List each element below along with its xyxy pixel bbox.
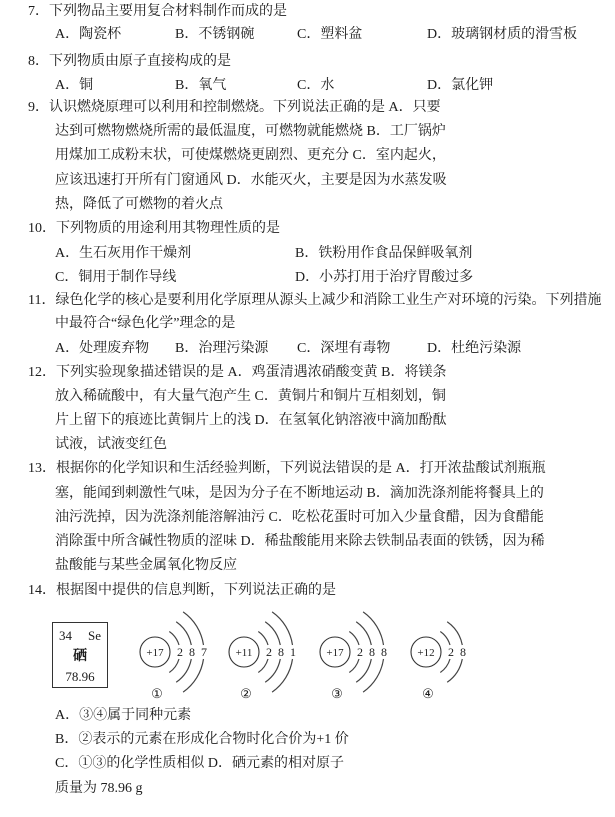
question-12-stem-line-4: 试液，试液变红色 (55, 437, 167, 452)
electron-shell-arc (258, 632, 268, 646)
electron-shell-arc (176, 659, 191, 682)
question-11-stem-line-1 (28, 292, 613, 310)
question-11-option-c: C．深埋有毒物 (297, 341, 391, 356)
electron-shell-arc (183, 659, 203, 692)
shell-electron-count: 8 (460, 645, 466, 659)
electron-shell-arc (440, 632, 450, 646)
question-7-option-c: C．塑料盆 (297, 27, 363, 42)
nucleus-charge: +17 (326, 647, 344, 659)
question-13-stem-line-4: 消除蛋中所含碱性物质的涩味 D．稀盐酸能用来除去铁制品表面的铁锈，因为稀 (55, 534, 545, 549)
stem-text: 根据你的化学知识和生活经验判断，下列说法错误的是 A．打开浓盐酸试剂瓶瓶 (56, 461, 546, 476)
atom-label: ③ (331, 686, 343, 701)
question-11-stem-line-2: 中最符合“绿色化学”理念的是 (55, 316, 236, 331)
electron-shell-arc (447, 622, 462, 645)
shell-electron-count: 8 (381, 645, 387, 659)
electron-shell-arc (356, 622, 371, 645)
atomic-number: 34 (59, 628, 72, 643)
question-number: 7． (28, 4, 49, 19)
question-10-option-a: A．生石灰用作干燥剂 (55, 246, 192, 261)
question-10-stem (28, 220, 613, 238)
question-8-stem (28, 53, 613, 71)
electron-shell-arc (258, 659, 268, 673)
question-number: 12． (28, 365, 56, 380)
nucleus-charge: +12 (417, 647, 435, 659)
electron-shell-arc (169, 659, 179, 673)
electron-shell-arc (183, 612, 203, 645)
question-7-stem (28, 3, 613, 21)
shell-electron-count: 2 (266, 645, 272, 659)
atom-structure-4 (411, 622, 466, 701)
electron-shell-arc (356, 659, 371, 682)
question-9-stem-line-5: 热，降低了可燃物的着火点 (55, 197, 223, 212)
shell-electron-count: 8 (189, 645, 195, 659)
question-number: 14． (28, 583, 56, 598)
stem-text: 根据图中提供的信息判断，下列说法正确的是 (56, 583, 336, 598)
element-symbol: Se (88, 628, 101, 643)
electron-shell-arc (265, 659, 280, 682)
nucleus-charge: +11 (235, 647, 253, 659)
electron-shell-arc (272, 612, 292, 645)
question-8-option-a: A．铜 (55, 78, 94, 93)
question-9-stem-line-3: 用煤加工成粉末状，可使煤燃烧更剧烈、更充分 C．室内起火， (55, 148, 446, 163)
electron-shell-arc (363, 612, 383, 645)
electron-shell-arc (447, 659, 462, 682)
question-13-stem-line-2: 塞，能闻到刺激性气味，是因为分子在不断地运动 B．滴加洗涤剂能将餐具上的 (55, 486, 544, 501)
nucleus-charge: +17 (146, 647, 164, 659)
question-8-option-d: D．氯化钾 (427, 78, 494, 93)
question-7-option-b: B．不锈钢碗 (175, 27, 255, 42)
question-8-option-b: B．氧气 (175, 78, 227, 93)
stem-text: 下列实验现象描述错误的是 A．鸡蛋清遇浓硝酸变黄 B．将镁条 (56, 365, 447, 380)
shell-electron-count: 2 (357, 645, 363, 659)
stem-text: 下列物品主要用复合材料制作而成的是 (49, 4, 287, 19)
question-10-option-d: D．小苏打用于治疗胃酸过多 (295, 270, 474, 285)
question-14-option-line-3: C．①③的化学性质相似 D．硒元素的相对原子 (55, 756, 344, 771)
question-14-option-line-1: A．③④属于同种元素 (55, 708, 192, 723)
shell-electron-count: 2 (177, 645, 183, 659)
question-12-stem-line-3: 片上留下的痕迹比黄铜片上的浅 D．在氢氧化钠溶液中滴加酚酞 (55, 413, 447, 428)
relative-atomic-mass: 78.96 (65, 669, 95, 684)
question-11-option-a: A．处理废弃物 (55, 341, 150, 356)
atom-structure-2 (229, 612, 296, 701)
stem-text: 绿色化学的核心是要利用化学原理从源头上减少和消除工业生产对环境的污染。下列措施 (55, 293, 602, 308)
electron-shell-arc (169, 632, 179, 646)
question-14-stem (28, 582, 613, 600)
electron-shell-arc (176, 622, 191, 645)
shell-electron-count: 7 (201, 645, 207, 659)
atomic-structure-diagrams (120, 600, 480, 706)
shell-electron-count: 8 (278, 645, 284, 659)
question-13-stem-line-3: 油污洗掉，因为洗涤剂能溶解油污 C．吃松花蛋时可加入少量食醋，因为食醋能 (55, 510, 544, 525)
question-12-stem-line-2: 放入稀硫酸中，有大量气泡产生 C．黄铜片和铜片互相刻划，铜 (55, 389, 446, 404)
electron-shell-arc (440, 659, 450, 673)
question-7-option-d: D．玻璃钢材质的滑雪板 (427, 27, 578, 42)
shell-electron-count: 8 (369, 645, 375, 659)
question-9-stem-line-2: 达到可燃物燃烧所需的最低温度，可燃物就能燃烧 B．工厂锅炉 (55, 124, 446, 139)
question-11-option-d: D．杜绝污染源 (427, 341, 522, 356)
atom-label: ④ (422, 686, 434, 701)
question-12-stem-line-1 (28, 364, 613, 382)
question-14-option-line-4: 质量为 78.96 g (55, 781, 143, 796)
question-13-stem-line-1 (28, 460, 613, 478)
element-card-selenium (52, 622, 108, 688)
atom-label: ② (240, 686, 252, 701)
question-number: 9． (28, 100, 49, 115)
element-name: 硒 (73, 649, 87, 664)
question-7-option-a: A．陶瓷杯 (55, 27, 122, 42)
question-14-option-line-2: B．②表示的元素在形成化合物时化合价为+1 价 (55, 732, 349, 747)
question-10-option-c: C．铜用于制作导线 (55, 270, 177, 285)
question-number: 11． (28, 293, 56, 308)
question-number: 8． (28, 54, 49, 69)
atom-label: ① (151, 686, 163, 701)
electron-shell-arc (349, 632, 359, 646)
electron-shell-arc (349, 659, 359, 673)
question-number: 10． (28, 221, 56, 236)
electron-shell-arc (363, 659, 383, 692)
stem-text: 下列物质的用途利用其物理性质的是 (56, 221, 280, 236)
shell-electron-count: 2 (448, 645, 454, 659)
question-8-option-c: C．水 (297, 78, 335, 93)
question-11-option-b: B．治理污染源 (175, 341, 269, 356)
element-card-header (59, 627, 101, 645)
atom-structure-1 (140, 612, 207, 701)
question-9-stem-line-4: 应该迅速打开所有门窗通风 D．水能灭火，主要是因为水蒸发吸 (55, 173, 447, 188)
question-9-stem-line-1 (28, 99, 613, 117)
question-number: 13． (28, 461, 56, 476)
question-10-option-b: B．铁粉用作食品保鲜吸氧剂 (295, 246, 473, 261)
stem-text: 下列物质由原子直接构成的是 (49, 54, 231, 69)
atom-structure-3 (320, 612, 387, 701)
question-13-stem-line-5: 盐酸能与某些金属氧化物反应 (55, 558, 237, 573)
stem-text: 认识燃烧原理可以利用和控制燃烧。下列说法正确的是 A．只要 (49, 100, 441, 115)
electron-shell-arc (272, 659, 292, 692)
shell-electron-count: 1 (290, 645, 296, 659)
electron-shell-arc (265, 622, 280, 645)
